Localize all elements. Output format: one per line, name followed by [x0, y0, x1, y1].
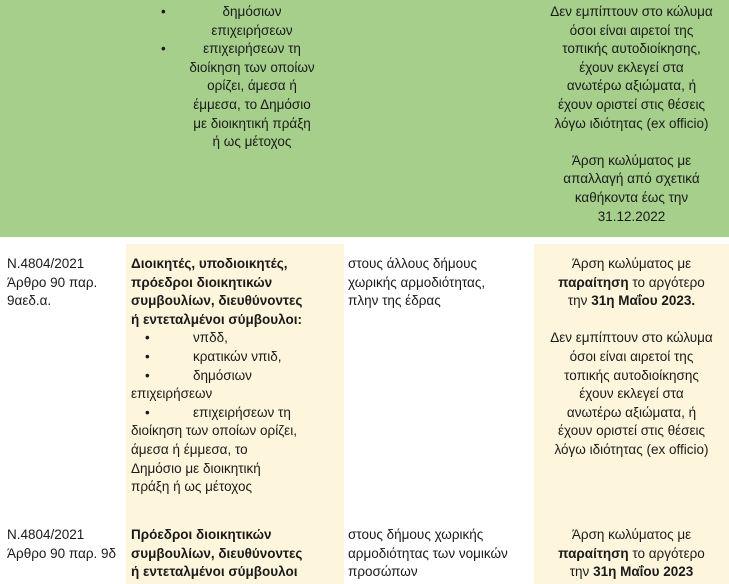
- text-line: τοπικής αυτοδιοίκησης: [564, 367, 699, 383]
- table-row-2: [0, 244, 729, 514]
- row2-law-reference: [7, 255, 97, 311]
- row3-col3: [344, 514, 534, 584]
- row1-col4-text: [534, 3, 729, 226]
- heading-line: Πρόεδροι διοικητικών: [131, 527, 272, 542]
- row1-col1: [0, 0, 126, 237]
- row3-col4-line1: Άρση κωλύματος με: [571, 527, 692, 542]
- row2-col4-line3: την 31η Μαΐου 2023.: [567, 293, 696, 309]
- list-item-line: επιχειρήσεων: [211, 22, 293, 38]
- list-item-line: πράξη ή ως μέτοχος: [131, 479, 252, 495]
- row2-bullet-list: [131, 329, 341, 496]
- list-item: [131, 348, 341, 367]
- list-item-first-line: [131, 367, 341, 386]
- bullet-icon: •: [145, 348, 150, 364]
- list-item: [131, 367, 341, 404]
- row2-col4-text: [534, 255, 729, 460]
- row3-jurisdiction: [348, 526, 508, 582]
- text-line: λόγω ιδιότητας (ex officio): [554, 115, 709, 131]
- bullet-icon: •: [145, 404, 150, 420]
- heading-line: ή εντεταλμένοι σύμβουλοι:: [131, 311, 302, 327]
- list-item-first-line: [131, 348, 341, 367]
- row1-col4-exemption: [534, 3, 729, 133]
- list-item-line: διοίκηση των οποίων: [189, 59, 315, 75]
- text-line: Ν.4804/2021: [7, 527, 85, 542]
- heading-line: Διοικητές, υποδιοικητές,: [131, 256, 288, 271]
- text-line: προσώπων: [348, 564, 418, 580]
- list-item: [161, 3, 340, 40]
- list-item-line: ή ως μέτοχος: [212, 134, 292, 150]
- list-item-text: κρατικών νπιδ,: [193, 348, 282, 364]
- text-line: 31.12.2022: [597, 208, 666, 224]
- row2-col4: [534, 244, 729, 514]
- list-item-line: άμεσα ή έμμεσα, το: [131, 441, 248, 457]
- table-row-3: [0, 514, 729, 584]
- row2-col4-line1: Άρση κωλύματος με: [571, 256, 692, 271]
- row1-col4-lift-obstacle: [534, 152, 729, 226]
- list-item-line: Δημόσιο με διοικητική: [131, 460, 261, 476]
- text-line: έχουν οριστεί στις θέσεις: [557, 96, 706, 112]
- row2-col4-line2: παραίτηση το αργότερο: [558, 274, 705, 290]
- row1-col2: [126, 0, 344, 237]
- text-line: πλην της έδρας: [348, 293, 441, 309]
- text-line: Άρθρο 90 παρ.: [7, 274, 98, 290]
- list-item-first-line: [131, 329, 341, 348]
- row3-heading: [131, 526, 341, 582]
- text-line: Άρθρο 90 παρ. 9δ: [7, 545, 117, 561]
- list-item-line: επιχειρήσεων: [131, 386, 213, 402]
- row3-col4-text: [534, 526, 729, 582]
- row3-law-reference: [7, 526, 116, 563]
- text-line: αρμοδιότητας των νομικών: [348, 545, 508, 561]
- text-line: Ν.4804/2021: [7, 256, 85, 271]
- list-item-line: με διοικητική πράξη: [193, 115, 311, 131]
- row2-col2-text: [131, 255, 341, 497]
- bullet-icon: •: [161, 4, 166, 19]
- text-line: ανωτέρω αξιώματα, ή: [566, 78, 697, 94]
- row1-bullet-list: [161, 3, 340, 152]
- text-line: στους δήμους χωρικής: [348, 527, 484, 542]
- list-item-text: νπδδ,: [193, 330, 228, 346]
- text-line: τοπικής αυτοδιοίκησης,: [562, 41, 701, 57]
- heading-line: ή εντεταλμένοι σύμβουλοι: [131, 564, 298, 580]
- row3-col4: [534, 514, 729, 584]
- text-line: καθήκοντα έως την: [574, 189, 689, 205]
- row2-col3: [344, 244, 534, 514]
- text-line: έχουν εκλεγεί στα: [579, 59, 684, 75]
- text-line: στους άλλους δήμους: [348, 256, 478, 271]
- bullet-icon: •: [145, 367, 150, 383]
- row1-col4: [534, 0, 729, 237]
- row3-col4-line3: την 31η Μαΐου 2023: [569, 564, 694, 580]
- row2-jurisdiction: [348, 255, 485, 311]
- row1-col3: [344, 0, 534, 237]
- row3-col1: [0, 514, 126, 584]
- table-row-1: [0, 0, 729, 237]
- list-item: [161, 40, 340, 152]
- heading-line: συμβουλίων, διευθύνοντες: [131, 545, 303, 561]
- row2-col2: [126, 244, 344, 514]
- text-line: Δεν εμπίπτουν στο κώλυμα: [550, 330, 713, 346]
- text-line: έχουν οριστεί στις θέσεις: [557, 423, 706, 439]
- text-line: απαλλαγή από σχετικά: [563, 171, 700, 187]
- text-line: χωρικής αρμοδιότητας,: [348, 274, 486, 290]
- text-line: ανωτέρω αξιώματα, ή: [566, 404, 697, 420]
- row2-heading: [131, 255, 341, 329]
- text-line: έχουν εκλεγεί στα: [579, 386, 684, 402]
- text-line: όσοι είναι αιρετοί της: [569, 22, 694, 38]
- list-item-line: ορίζει, άμεσα ή: [207, 78, 297, 94]
- row3-col2: [126, 514, 344, 584]
- text-line: 9αεδ.α.: [7, 293, 52, 309]
- row2-col1: [0, 244, 126, 514]
- text-line: λόγω ιδιότητας (ex officio): [554, 441, 709, 457]
- text-line: όσοι είναι αιρετοί της: [569, 348, 694, 364]
- list-item-text: επιχειρήσεων τη: [193, 404, 291, 420]
- text-line: Δεν εμπίπτουν στο κώλυμα: [550, 4, 713, 19]
- list-item-line: έμμεσα, το Δημόσιο: [193, 96, 311, 112]
- text-line: Άρση κωλύματος με: [571, 152, 692, 168]
- bullet-icon: •: [145, 330, 150, 346]
- list-item: [131, 329, 341, 348]
- list-item-first-line: [131, 404, 341, 423]
- bullet-icon: •: [161, 41, 166, 57]
- heading-line: πρόεδροι διοικητικών: [131, 274, 273, 290]
- list-item: [131, 404, 341, 497]
- list-item-line: δημόσιων: [222, 4, 282, 19]
- row3-col4-line2: παραίτηση το αργότερο: [558, 545, 705, 561]
- list-item-line: επιχειρήσεων τη: [203, 41, 301, 57]
- list-item-text: δημόσιων: [193, 367, 252, 383]
- row2-col4-exemption: [534, 329, 729, 459]
- list-item-line: διοίκηση των οποίων ορίζει,: [131, 423, 297, 439]
- heading-line: συμβουλίων, διευθύνοντες: [131, 293, 303, 309]
